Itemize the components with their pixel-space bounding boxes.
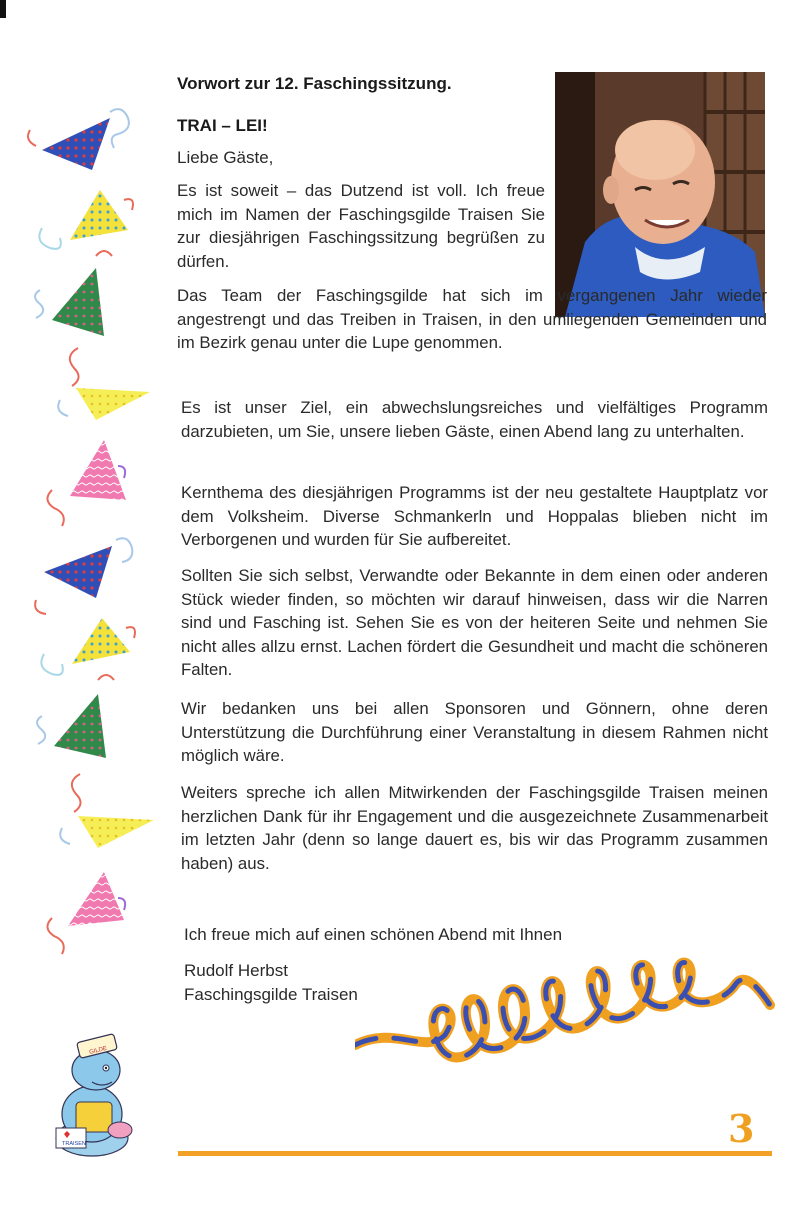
paragraph-2-text: Das Team der Faschingsgilde hat sich im vergangenen Jahr wieder angestrengt und das Treiben in Traisen, in den umliegenden Gemeinden und im Bezirk genau unter die Lupe genommen. [177,286,767,352]
page-title: Vorwort zur 12. Faschingssitzung. [177,74,452,93]
signature-name: Rudolf Herbst [184,961,288,980]
body-text [177,179,767,369]
mascot-badge-text: TRAISEN [62,1141,86,1147]
paragraph-4: Kernthema des diesjährigen Programms ist der neu gestaltete Hauptplatz vor dem Volksheim. Diverse Schmankerln und Hoppalas blieben nicht im Verborgenen und wurden für Sie aufbereitet. [181,483,768,549]
party-hat-icon [28,109,129,170]
paragraph-1: Es ist soweit – das Dutzend ist voll. Ich freue mich im Namen der Faschingsgilde Traisen Sie zur diesjährigen Faschingssitzung begrüßen zu dürfen. [177,181,545,271]
paragraph-5: Sollten Sie sich selbst, Verwandte oder Bekannte in dem einen oder anderen Stück wieder finden, so möchten wir darauf hinweisen, dass wir die Narren sind und Fasching ist. Sehen Sie es von der heiteren Seite und nehmen Sie nicht alles allzu ernst. Lachen fördert die Gesundheit und macht die schöneren Falten. [181,566,768,679]
party-hat-icon [60,774,154,848]
party-hat-icon [41,618,135,675]
paragraph-3: Es ist unser Ziel, ein abwechslungsreiches und vielfältiges Programm darzubieten, um Sie, unsere lieben Gäste, einen Abend lang zu unterhalten. [181,398,768,441]
greeting: Liebe Gäste, [177,148,274,167]
party-hat-icon [37,675,114,758]
party-hat-icon [47,872,125,954]
party-hat-icon [47,440,126,526]
streamer-decoration [355,945,775,1085]
party-hat-icon [35,538,132,614]
paragraph-2 [177,284,767,355]
mascot-illustration [42,1030,142,1160]
page-number: 3 [728,1106,755,1151]
party-hats-decoration [0,0,170,1207]
signature-organization: Faschingsgilde Traisen [184,985,358,1004]
closing-line: Ich freue mich auf einen schönen Abend mit Ihnen [184,925,563,944]
mascot-hat-text: GILDE [88,1045,108,1056]
page-subtitle: TRAI – LEI! [177,116,268,135]
party-hat-icon [35,251,112,336]
paragraph-6: Wir bedanken uns bei allen Sponsoren und Gönnern, ohne deren Unterstützung die Durchführung einer Veranstaltung in diesem Rahmen nicht möglich wäre. [181,699,768,765]
footer-rule [178,1151,772,1156]
party-hat-icon [58,348,150,420]
party-hat-icon [39,190,133,249]
paragraph-7: Weiters spreche ich allen Mitwirkenden der Faschingsgilde Traisen meinen herzlichen Dank für ihr Engagement und die ausgezeichnete Zusammenarbeit im letzten Jahr (denn so lange dauert es, bis wir das Programm zusammen haben) aus. [181,783,768,873]
